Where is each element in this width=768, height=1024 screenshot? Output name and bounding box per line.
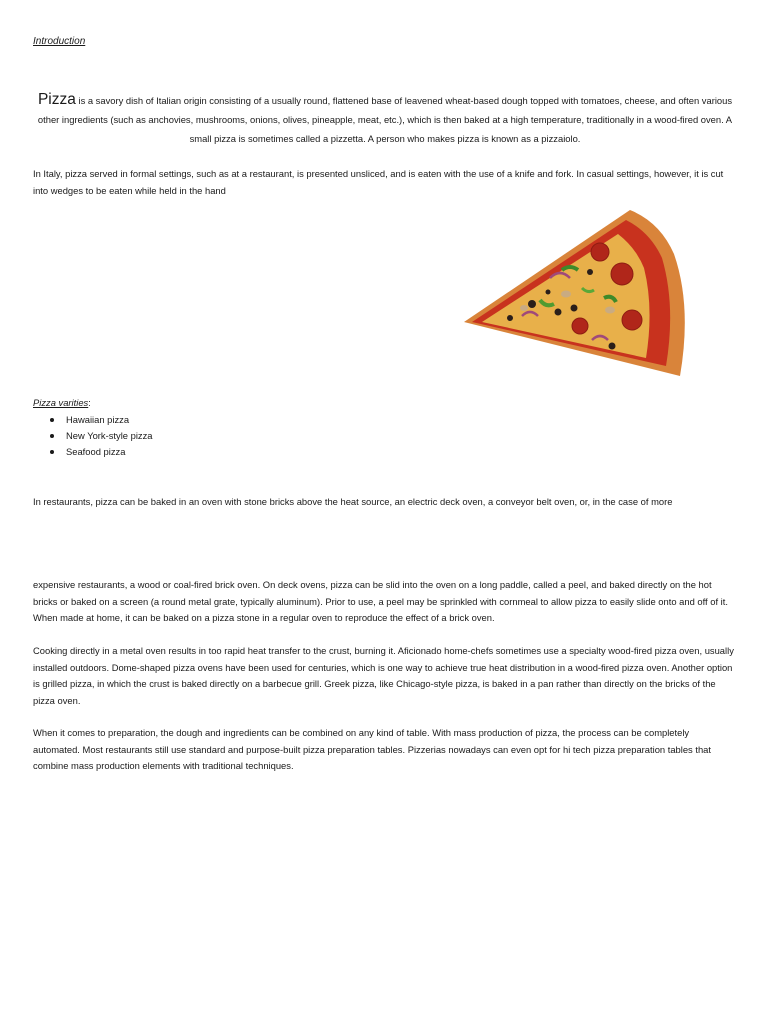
list-item (33, 428, 153, 444)
bullet-icon (50, 450, 54, 454)
bullet-icon (50, 418, 54, 422)
pizza-varieties-colon: : (88, 397, 91, 408)
intro-text: is a savory dish of Italian origin consisting of a usually round, flattened base of leavened wheat-based dough topped with tomatoes, cheese, and often various other ingredients (such as anchovies, mushrooms, onions, olives, pineapple, meat, etc.), which is then baked at a high temperature, traditionally in a wood-fired oven. A small pizza is sometimes called a pizzetta. A person who makes pizza is known as a pizzaiolo. (37, 95, 733, 144)
pizza-varieties-heading (33, 397, 91, 408)
section-heading-introduction: Introduction (33, 36, 86, 47)
bullet-icon (50, 434, 54, 438)
pizza-varieties-list (33, 412, 153, 460)
pizza-varieties-title: Pizza varities (33, 397, 89, 408)
pizza-slice-image (462, 208, 690, 384)
paragraph-italy: In Italy, pizza served in formal settings, such as at a restaurant, is presented unsliced, and is eaten with the use of a knife and fork. In casual settings, however, it is cut into wedges to be eaten while held in the hand (33, 168, 724, 196)
list-item-label: Hawaiian pizza (66, 414, 130, 425)
paragraph-preparation: When it comes to preparation, the dough and ingredients can be combined on any kind of table. With mass production of pizza, the process can be completely automated. Most restaurants still use standard and purpose-built pizza preparation tables. Pizzerias nowadays can even opt for hi tech pizza preparation tables that combine mass production elements with traditional techniques. (33, 727, 711, 772)
paragraph-restaurants-continued: expensive restaurants, a wood or coal-fired brick oven. On deck ovens, pizza can be slid into the oven on a long paddle, called a peel, and baked directly on the hot bricks or baked on a screen (a round metal grate, typically aluminum). Prior to use, a peel may be sprinkled with cornmeal to allow pizza to easily slide onto and off of it. When made at home, it can be baked on a pizza stone in a regular oven to reproduce the effect of a brick oven. (33, 579, 728, 624)
paragraph-restaurants-start: In restaurants, pizza can be baked in an oven with stone bricks above the heat source, an electric deck oven, a conveyor belt oven, or, in the case of more (33, 496, 673, 507)
paragraph-cooking: Cooking directly in a metal oven results in too rapid heat transfer to the crust, burning it. Aficionado home-chefs sometimes use a specialty wood-fired pizza oven, usually installed outdoors. Dome-shaped pizza ovens have been used for centuries, which is one way to achieve true heat distribution in a wood-fired pizza oven. Another option is grilled pizza, in which the crust is baked directly on a barbecue grill. Greek pizza, like Chicago-style pizza, is baked in a pan rather than directly on the bricks of the pizza oven. (33, 645, 734, 706)
list-item-label: New York-style pizza (66, 430, 153, 441)
list-item (33, 444, 153, 460)
list-item (33, 412, 153, 428)
list-item-label: Seafood pizza (66, 446, 126, 457)
intro-lead-word: Pizza (37, 91, 76, 108)
intro-paragraph (33, 90, 737, 148)
